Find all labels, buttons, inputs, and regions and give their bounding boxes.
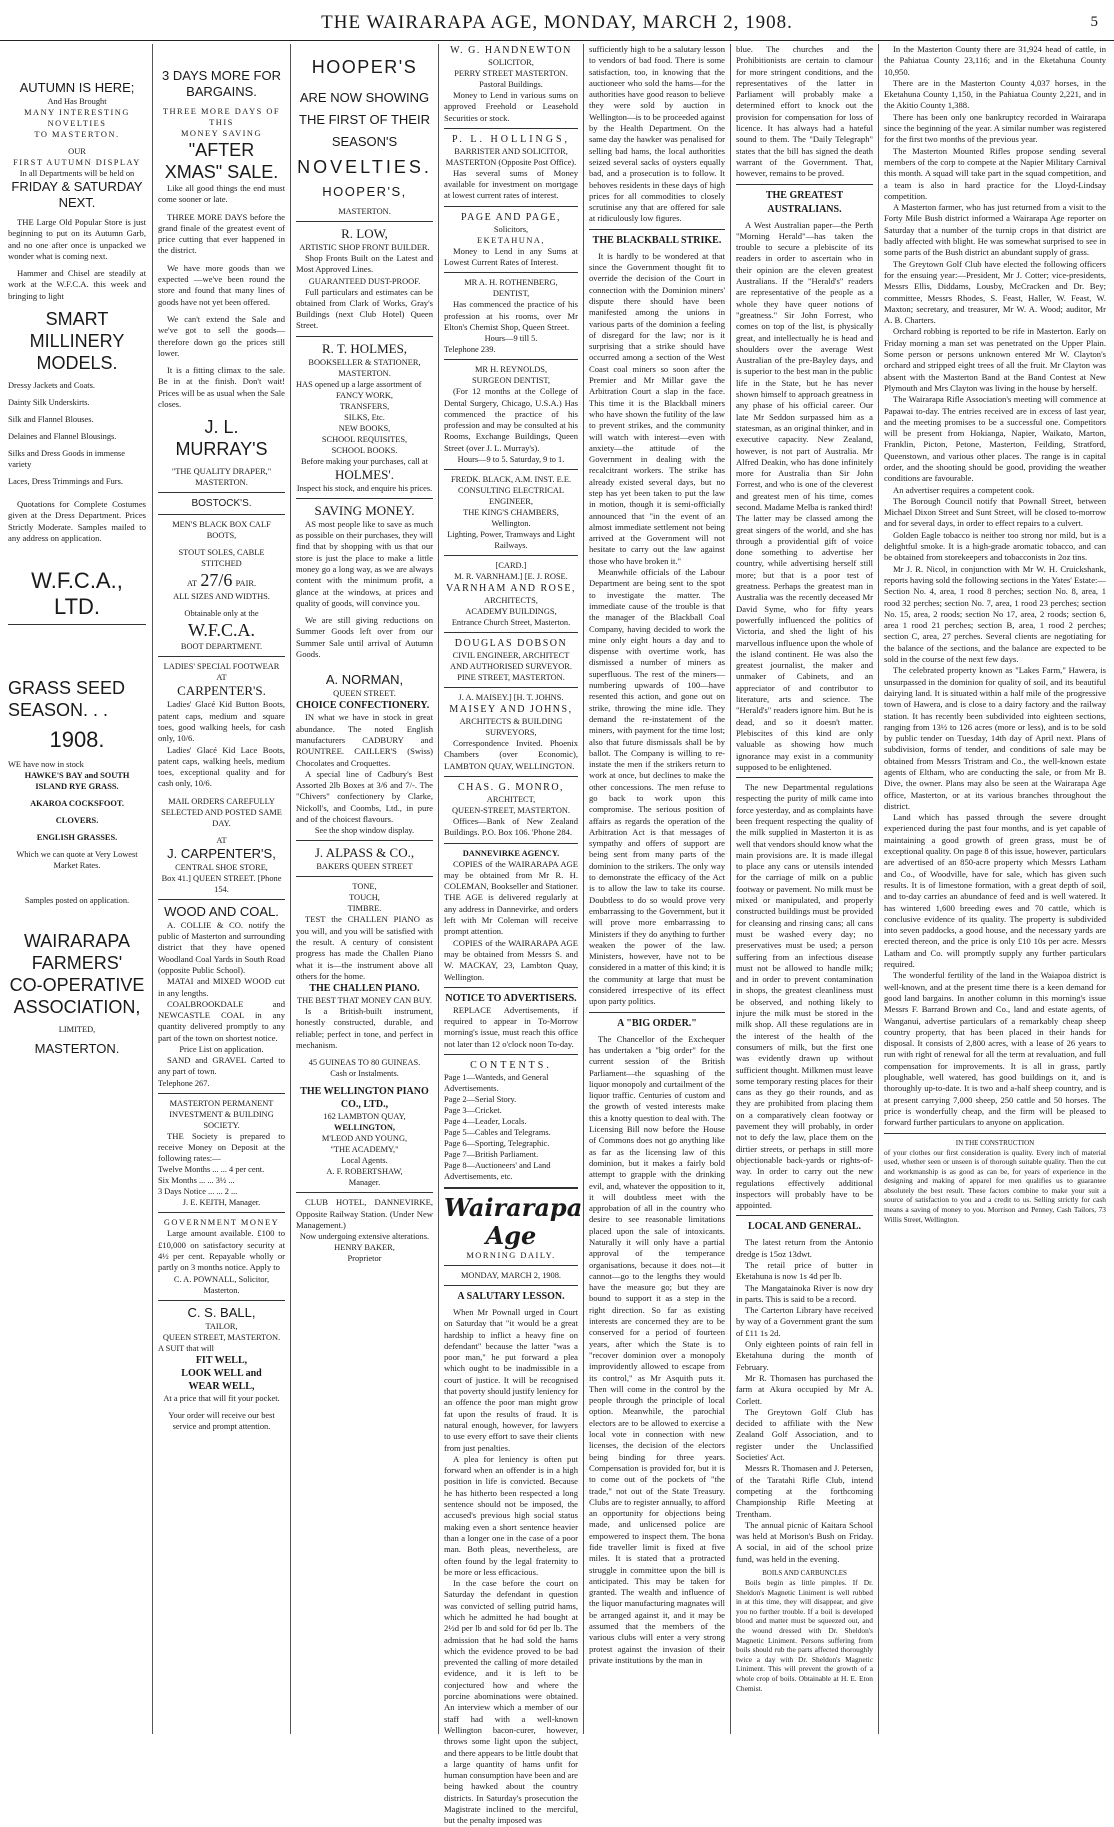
ad-text: Local Agents. (341, 1156, 388, 1166)
ad-text: HAS opened up a large assortment of (296, 379, 422, 389)
ad-heading: NOVELTIES. (297, 157, 432, 177)
news-item: Golden Eagle tobacco is neither too strong nor mild, but is a delightful smoke. It is a high-grade aromatic tobacco, and can be obtained from storekeepers and tobacconists in 2oz tins. (884, 529, 1106, 563)
ad-text: WEAR WELL, (188, 1380, 255, 1392)
ad-paragraph: MATAI and MIXED WOOD cut in any lengths. (158, 976, 285, 998)
news-item: Mr R. Thomasen has purchased the farm at Akura occupied by Mr A. Corlett. (736, 1372, 873, 1406)
ad-paragraph: Hammer and Chisel are steadily at work at the W.F.C.A. this week and bringing to light (8, 268, 146, 301)
ad-text: STOUT SOLES, CABLE STITCHED (178, 548, 265, 569)
section-heading: NOTICE TO ADVERTISERS. (445, 992, 577, 1004)
ad-text: FIRST AUTUMN DISPLAY (13, 158, 141, 167)
ad-heading: NEXT. (58, 195, 96, 210)
ad-heading: MODELS. (36, 353, 118, 374)
ad-text: TAILOR, (205, 1321, 238, 1331)
column-4-professional-cards (444, 44, 583, 1826)
ad-heading: CARPENTER'S. (177, 683, 266, 699)
article-paragraph: It is hardly to be wondered at that since the Government thought fit to override the decision of the Court in connection with the Dominion miners' dispute there should have been manifested among the unions in various parts of the dominion a feeling of disregard for the law; nor is it surprising that a strike should have occurred among a section of the West Coast coal miners so soon after the Premier and Mr Millar gave the Arbitration Court a slap in the face. This time it is the Blackball miners who have shown the futility of the law to prevent strikes, and the community will watch with interest—even with anxiety—the attitude of the Government in dealing with the recalcitrant workers. The strike has already existed several days, but no step has yet been taken to put the law in motion, though it is semi-officially announced that "in the event of an almost immediate settlement not being arrived at the Government will not hesitate to carry out the law against those who have broken it." (589, 250, 725, 566)
ad-text: Telephone 267. (158, 1078, 210, 1088)
ad-heading: BARGAINS. (186, 84, 257, 99)
ad-heading: THE WELLINGTON PIANO CO., LTD., (300, 1086, 429, 1111)
ad-heading: THE FIRST OF THEIR (299, 112, 430, 127)
ad-text: ARCHITECTS, (484, 596, 538, 606)
ad-text: TIMBRE. (347, 904, 382, 914)
news-item: Orchard robbing is reported to be rife in Masterton. Early on Friday morning a man set was penetrated on the Upper Plain. Some person or persons unknown entered Mr W. Clayton's orchard and stripped eight trees of all the fruit. Mr Clayton was absent with the Masterton Band at the Band Contest at New Plymouth and Mrs Clayton was living in the house by herself. (884, 326, 1106, 393)
ad-text: TOUCH, (349, 893, 380, 903)
ad-text: MONEY SAVING (180, 129, 263, 138)
news-item: The Greytown Golf Club has decided to affiliate with the New Zealand Golf Association, and to register under the Unclassified Societies' Act. (736, 1406, 873, 1463)
ad-paragraph: CLUB HOTEL, DANNEVIRKE, Opposite Railway Station. (Under New Management.) (296, 1197, 433, 1230)
ad-heading: FARMERS' (31, 953, 123, 974)
ad-text: TONE, (352, 882, 377, 892)
contents-item: Page 5—Cables and Telegrams. (444, 1127, 551, 1137)
ad-heading: BOSTOCK'S. (191, 498, 252, 510)
ad-heading: A. NORMAN, (325, 672, 404, 688)
ad-text: BARRISTER AND SOLICITOR, (454, 146, 568, 156)
ad-text: J. A. MAISEY.] [H. T. JOHNS. (458, 693, 564, 703)
list-item: Silk and Flannel Blouses. (8, 415, 94, 425)
masthead (0, 0, 1114, 41)
card-heading: MAISEY AND JOHNS, (449, 704, 573, 716)
ad-text: Price List on application. (179, 1044, 264, 1054)
column-rule (438, 44, 439, 1734)
ad-paragraph: Shop Fronts Built on the Latest and Most Approved Lines. (296, 253, 433, 275)
ad-text: MORNING DAILY. (466, 1250, 556, 1260)
ad-heading: 3 DAYS MORE FOR (162, 68, 281, 83)
ad-paragraph: AS most people like to save as much as possible on their purchases, they will find that by shopping with us that our store is just the place to make a little money go a long way, as we are always content with the minimum profit, a glance at the windows, at prices and quality of goods, will convince you. (296, 518, 433, 608)
card-heading: DOUGLAS DOBSON (454, 638, 568, 650)
ad-paragraph: We have more goods than we expected —we've been round the store and found that many lines of goods have not yet been offered. (158, 262, 285, 307)
card-heading: PAGE AND PAGE, (460, 211, 561, 223)
boot-price: 27/6 (200, 570, 233, 591)
article-paragraph: In the case before the court on Saturday the defendant in question was convicted of selling putrid hams, which he admitted he had bought at 2½d per lb and sold for 6d per lb. The admission that he had sold the hams which the evidence proved to be bad prevented the calling of more detailed evidence, and it is left to be conjectured how and where the porcine abominations were obtained. An interview which a member of our staff had with a well-known Wellington bacon-curer, however, throws some light upon the subject, and there appears to be little doubt that a large quantity of hams unfit for human consumption have been and are being hawked about the country districts. In Saturday's prosecution the Magistrate inclined to the merciful, but the penalty imposed was (444, 1578, 578, 1826)
ad-paragraph: Correspondence Invited. Phoenix Chambers (over Economic), LAMBTON QUAY, WELLINGTON. (444, 738, 578, 771)
ad-text: EKETAHUNA, (476, 235, 546, 245)
list-item: TRANSFERS, (339, 401, 390, 411)
article-paragraph: Boils begin as little pimples. If Dr. Sheldon's Magnetic Liniment is well rubbed in at this time, they will disappear, and give you no further trouble. If a boil is developed blood and matter must be squeezed out, and the wound dressed with Dr. Sheldon's Magnetic Liniment. Persons suffering from boils should rub the parts affected thoroughly twice a day with Dr. Sheldon's Magnetic Liniment. This will prevent the growth of a whole crop of boils. Obtainable at H. E. Eton Chemist. (736, 1578, 873, 1693)
news-item: An advertiser requires a competent cook. (893, 484, 1035, 495)
news-item: Mr J. R. Nicol, in conjunction with Mr W. H. Cruickshank, reports having sold the following sections in the Yates' Estate:—Section No. 4, area, 1 rood 8 perches; section No. 8, area, 1 rood 32 perches; section No. 7, area, 1 rood 23 perches; section No. 15, area, 2 roods; section No 17, area, 2 roods; section 6, area 1 rood 21 perches; section B, area, 1 rood 2 perches; section C, area, 27 perches. Several clients are negotiating for the balance of the sections, and the balance are expected to be sold in the course of the next few days. (884, 563, 1106, 665)
rate-row: 3 Days Notice ... ... 2 ... (158, 1187, 238, 1197)
article-paragraph: A West Australian paper—the Perth "Morning Herald"—has taken the trouble to secure a plebiscite of its readers in order to ascertain who in their opinion are the eleven greatest Australians. If the "Herald's" readers are representative of the people as a whole they have queer notions of "greatness." Sir John Forrest, who comes on top of the list, is physically great, and intellectually he is head and shoulders over the average West Australian of the pre-Bayley days, and is superior to the best man in the public life in the State, but he has never shown himself to approach greatness in any phase of his official career. Our late Mr Seddon surpassed him as a statesman, as an original thinker, and in executive capacity. New Zealand, however, is not part of Australia. Mr Alfred Deakin, who has done infinitely more for Australia than Sir John Forrest, and who is one of the cleverest and greatest men of his time, comes second. Madame Melba is ranked third! The latter may be classed among the great singers of the world, and she has through a providential gift of voice done something to advertise her country, while advertising herself still more; but that is a poor test of greatness. Perhaps the greatest man in Australia was the recently deceased Mr David Syme, who for fifty years powerfully influenced the politics of Victoria, and shed the light of his marvellous influence upon the whole of the island continent. He was also the greatest journalist, the maker and unmaker of Cabinets, and an appreciator of and contributor to literature, arts and science. The "Herald's" readers ignore him. But he is dead, and so it doesn't matter. Plebiscites of this kind are only valuable as showing how much ignorance may exist in a community supposed to be enlightened. (736, 219, 873, 772)
news-item: The celebrated property known as "Lakes Farm," Hawera, is unsurpassed in the dominion for quality of soil, and its beautiful dairying land. It is situated within a half mile of the progressive town of Hawera, and is close to a dairy factory and the railway station. It has recently been subdivided into eighteen sections, ranging from 13½ to 126 acres (more or less), and is to be sold by public tender on Tuesday, 14th day of April next. Plans of subdivision, forms of tender, and conditions of sale may be obtained from Messrs Tristram and Co., the well-known estate agents of Eltham, who are conducting the sale, or from Mr B. Dive, the owner. Plans may also be seen at the Wairarapa Age office, Masterton, or at its various branches throughout the district. (884, 665, 1106, 811)
article-paragraph: Meanwhile officials of the Labour Department are being sent to the spot to investigate the matter. The immediate cause of the trouble is that the manager of the Blackball Coal Company, having decided to work the mine only eight hours a day and to dispense with overtime work, has dismissed a number of miners as superfluous. The rest of the miners—numbering upwards of 100—have resented this action, and gone out on strike, throwing the mine idle. They demand the re-instatement of the miners, with payment for the time lost; also that future dismissals shall be by ballot. The Company is willing to re-instate the men if the strikers return to work at once, but declines to make the other concessions. The men refuse to go back to work upon this compromise. The serious position of affairs as regards the operation of the Arbitration Act is that messages of sympathy and offers of support are being sent from many parts of the dominion to the strikers. The only way to demonstrate the efficacy of the Act is to allow the law to take its course. Doubtless to do so would prove very embarrassing to the Government, but it will prove more embarrassing to Ministers if they do anything to further weaken the power of the law. Ministers, however, have not to be considered in a matter of this kind; it is the community at large that must be considered irrespective of its effect upon party politics. (589, 567, 725, 1007)
ad-text: THE BEST THAT MONEY CAN BUY. (297, 996, 432, 1006)
ad-paragraph: Like all good things the end must come sooner or late. (158, 183, 285, 205)
ad-heading: HOOPER'S, (322, 184, 407, 199)
ad-text: THE KING'S CHAMBERS, (463, 508, 559, 518)
contents-item: Page 3—Cricket. (444, 1105, 502, 1115)
news-item: The Borough Council notify that Pownall Street, between Michael Dixon Street and Sunt Street, will be closed to-morrow and for several days, in order to effect repairs to a culvert. (884, 495, 1106, 529)
column-rule (730, 44, 731, 1734)
ad-text: PINE STREET, MASTERTON. (457, 673, 565, 683)
contents-item: Page 2—Serial Story. (444, 1094, 517, 1104)
ad-paragraph: (For 12 months at the College of Dental Surgery, Chicago, U.S.A.) Has commenced the practice of his profession and may be consulted at his Rooms, Exchange Buildings, Queen Street (over J. L. Murray's). (444, 386, 578, 453)
masthead-title: THE WAIRARAPA AGE, MONDAY, MARCH 2, 1908. (321, 12, 793, 33)
ad-text: A. F. ROBERTSHAW, (326, 1167, 403, 1177)
ad-paragraph: We are still giving reductions on Summer Goods left over from our Summer Sale until arrival of Autumn Goods. (296, 615, 433, 660)
ad-text: In all Departments will be held on (19, 169, 135, 178)
ad-text: Hours—9 till 5. (484, 334, 538, 344)
ad-text: MASTERTON. (195, 478, 248, 488)
contents-item: Page 8—Auctioneers' and Land Advertisements, etc. (444, 1160, 551, 1181)
ad-text: 45 GUINEAS TO 80 GUINEAS. (308, 1058, 421, 1068)
article-paragraph: A plea for leniency is often put forward when an offender is in a high position in life is convicted. Because he has hitherto been respected a long sentence should not be imposed, the accused's previous high social status making even a short sentence heavier than a longer one in the case of a poor man. Both pleas, nevertheless, are often found by the legal fraternity to be more or less efficacious. (444, 1453, 578, 1577)
ad-text: QUEEN STREET, MASTERTON. (162, 1332, 281, 1342)
news-item: The Carterton Library have received by way of a Government grant the sum of £11 1s 2d. (736, 1305, 873, 1338)
ad-text: See the shop window display. (314, 826, 415, 836)
list-item: SCHOOL REQUISITES, (321, 434, 408, 444)
ad-paragraph: TEST the CHALLEN PIANO as you will, and you will be satisfied with the result. A century of consistent progress has made the Challen Piano what it is—the instrument above all others for the home. (296, 914, 433, 981)
ad-text: "THE ACADEMY," (330, 1145, 399, 1155)
list-item: Dainty Silk Underskirts. (8, 398, 90, 408)
article-heading: A SALUTARY LESSON. (457, 1290, 565, 1302)
article-paragraph: of your clothes our first consideration is quality. Every inch of material used, whether seen or unseen is of thorough suitable quality. Then the cut and workmanship is as good as can be, for years of experience in the designing and making of apparel for men qualifies us to guarantee absolutely the best result. These factors combine to make your suit a source of satisfaction to you and a credit to us. Selling strictly for cash means a saving of money to you. Morrison and Penney, Cash Tailors, 73 Willis Street, Wellington. (884, 1147, 1106, 1224)
ad-paragraph: Offices—Bank of New Zealand Buildings. P.O. Box 106. 'Phone 284. (444, 815, 578, 838)
ad-text: TO MASTERTON. (34, 130, 120, 139)
contents-item: Page 4—Leader, Locals. (444, 1116, 527, 1126)
ad-text: MASTERTON. (338, 207, 391, 216)
ad-text: MEN'S BLACK BOX CALF BOOTS, (172, 520, 271, 541)
ad-text: M. R. VARNHAM.] [E. J. ROSE. (454, 572, 568, 582)
news-item: Only eighteen points of rain fell in Eketahuna during the month of February. (736, 1339, 873, 1372)
ad-heading: MASTERTON. (34, 1041, 120, 1057)
ad-paragraph: Ladies' Glacé Kid Lace Boots, patent caps, walking heels, medium toes, exceptional quality and for cash only, 10/6. (158, 744, 285, 789)
ad-paragraph: Money to Lend in any Sums at Lowest Current Rates of Interest. (444, 245, 578, 268)
ad-text: ARTISTIC SHOP FRONT BUILDER. (299, 243, 430, 252)
ad-text: CENTRAL SHOE STORE, (175, 862, 268, 872)
list-item: Silks and Dress Goods in immense variety (8, 449, 126, 470)
ad-text: J. E. KEITH, Manager. (182, 1198, 261, 1208)
list-item: SILKS, Etc. (344, 412, 385, 422)
ad-text: MAIL ORDERS CAREFULLY SELECTED AND POSTED SAME DAY. (161, 796, 282, 828)
ad-text: OUR (68, 147, 86, 156)
ad-text: At a price that will fit your pocket. (163, 1393, 280, 1403)
list-item: Delaines and Flannel Blousings. (8, 432, 117, 442)
article-paragraph: The Chancellor of the Exchequer has undertaken a "big order" for the current session of the British Parliament—the squashing of the liquor monopoly and curtailment of the liquor traffic. Centuries of custom and the growth of vested interests make this a knotty question to deal with. The Licensing Bill now before the House of Commons does not go anything like as far as the licensing law of this dominion, but it makes a fairly bold attempt to grapple with the drinking evil, and, whatever the opposition to it, it will doubtless meet with the approbation of all in the country who desire to see reasonable limitations placed upon the sale of intoxicants. Naturally it will only have a partial approval of the temperance organisations, because it does not—it cannot—go to the lengths they would have the measure go; but they are bound to support it as a step in the right direction. So far as existing interests are concerned they are to be conserved for a period of fourteen years, after which the State is to "recover dominion over a monopoly improvidently allowed to escape from its control," as Mr Asquith puts it. Then will come in the control by the people through the principle of local option. Meanwhile, the parochial electors are to be allowed to exercise a local vote in connection with new licenses, the decision of the electors being binding for three years. Compensation is provided for, but it is to come out of the pockets of "the trade," not out of the State Treasury. Clubs are to register annually, to afford an opportunity for objections being made, and unlicensed police are empowered to inspect them. The bona fide traveller limit is fixed at five miles. It is stated that a protracted struggle in committee upon the bill is anticipated. This may be taken for granted. The wealth and influence of the liquor manufacturing magnates will be arranged against it, and it may be assumed that the members of the various clubs will enter a very strong protest against the invasion of their private institutions by the man in (589, 1033, 725, 1665)
ad-text: Which we can quote at Very Lowest Market Rates. (16, 850, 138, 871)
ad-heading: W.F.C.A. (188, 620, 255, 641)
rate-row: Six Months ... ... 3½ ... (158, 1176, 235, 1186)
article-paragraph: blue. The churches and the Prohibitionists are certain to clamour for more stringent conditions, and the representatives of the latter in Parliament will probably make a determined effort to knock out the provision for compensation for loss of licence. It has always had a hateful sound to them. The "Daily Telegraph" states that the bill has signed the death warrant of the Government. That, however, remains to be proved. (736, 44, 873, 179)
ad-text: Solicitors, (493, 224, 529, 234)
article-paragraph: When Mr Pownall urged in Court on Saturday that "it would be a great hardship to inflict a heavy fine on defendant" because the latter "was a poor man," he put forward a plea which ought to be inadmissible in a court of justice. It will be recognised that poverty should justify leniency for an offence the poor man might grow fat upon the results of fraud. It is natural enough, however, for lawyers to use every effort to save their clients from just penalties. (444, 1306, 578, 1453)
ad-text: BAKERS QUEEN STREET (316, 862, 413, 872)
news-item: The annual picnic of Kaitara School was held at Morison's Bush on Friday. A social, in aid of the school prize fund, was held in the evening. (736, 1519, 873, 1564)
ad-heading: ARE NOW SHOWING (299, 90, 430, 105)
ad-text: Box 41.] QUEEN STREET. [Phone 154. (161, 873, 282, 894)
news-item: The Greytown Golf Club have elected the following officers for the ensuing year:—President, Mr J. Cotter; vice-presidents, Messrs Ellis, Diddams, Lousby, McCracken and Dr. Bey; committee, Messrs Rhodes, S. Feast, Haller, W. Feast, W. Maxton; secretary, and treasurer, Mr W. A. Wood; auditor, Mr A. B. Charters. (884, 258, 1106, 326)
ad-text: Telephone 239. (444, 345, 496, 355)
news-item: A Masterton farmer, who has just returned from a visit to the Forty Mile Bush district informed a Wairarapa Age reporter on Saturday that a number of the turnip crops in that district are badly affected with blight. He was somewhat surprised to see in some parts of the Bush district an abundant supply of grass. (884, 202, 1106, 258)
ad-paragraph: A. COLLIE & CO. notify the public of Masterton and surrounding district that they have opened Woodland Coal Yards in South Road (opposite Public School). (158, 919, 285, 975)
ad-paragraph: THE Large Old Popular Store is just beginning to put on its Autumn Garb, and no one after once is unpacked we wonder what is coming next. (8, 217, 146, 261)
ad-text: BOOT DEPARTMENT. (180, 642, 263, 652)
ad-text: GOVERNMENT MONEY (163, 1218, 280, 1228)
article-heading: A "BIG ORDER." (617, 1017, 697, 1029)
ad-paragraph: Ladies' Glacé Kid Button Boots, patent caps, medium and square toes, good walking heels, for cash only, 10/6. (158, 699, 285, 744)
article-paragraph: The new Departmental regulations respecting the purity of milk came into force yesterday, and as complaints have been frequent respecting the quality of the milk supplied in Masterton it is as well that vendors should know what the main provisions are. It is made illegal to place any cans or utensils intended for the carriage of milk on a public footway or pavement. No milk must be mixed or manipulated, and properly constructed buildings must be provided for cleansing and rinsing cans; all cans must be washed every day; no preservatives must be used; a person suffering from an infectious disease must not be allowed to handle milk; and in order to prevent contamination in shops, the greatest cleanliness must be observed, and nothing likely to injure the milk must be stored in the milk shop. All these regulations are in the interest of the health of the consumers of milk, but the first one was evidently drawn up without sufficient thought. Milkmen must leave some temporary resting places for their cans as they go their rounds, and as they are prohibited from placing them on a comparatively clean footway or pavement they will probably, in order not to defy the law, place them on the dirtier streets, or perhaps in still more objectionable back-yards or rights-of-way. In order to carry out the new regulations effectively additional inspectors will probably have to be appointed. (736, 782, 874, 1211)
ad-text: Obtainable only at the (184, 609, 259, 619)
news-item: The wonderful fertility of the land in the Waiapoa district is well-known, and at the present time there is a keen demand for good land bargains. In another column in this morning's issue Messrs F. Barrand Brown and Co., land and estate agents, of Wanganui, advertise particulars of a remarkably cheap sheep country property, that has been placed in their hands for disposal. It consists of 2,800 acres, with a lease of 26 years to run with right of renewal for all the term at revaluation, and full compensation for improvements. It is all in grass, partly ploughable, well watered, has good buildings on it, and is thoroughly up-to-date. It is two and a-half sheep country, and is at present carrying 7,000 sheep, 250 cattle and 50 horses. The price is wonderfully cheap, and the firm will be pleased to forward further particulars to anyone on application. (884, 970, 1106, 1128)
notice-heading: BOILS AND CARBUNCLES (762, 1569, 847, 1577)
issue-date: MONDAY, MARCH 2, 1908. (460, 1270, 562, 1280)
ad-text: ACADEMY BUILDINGS, (465, 607, 557, 617)
ad-text: Inspect his stock, and enquire his prices. (296, 483, 433, 493)
news-item: Messrs R. Thomasen and J. Petersen, of the Taratahi Rifle Club, intend competing at the forthcoming Championship Rifle Meeting at Trentham. (736, 1463, 873, 1519)
ad-paragraph: Quotations for Complete Costumes given at the Dress Department. Prices Strictly Moderate. Samples mailed to any address on application. (8, 499, 146, 543)
contents-item: Page 6—Sporting, Telegraphic. (444, 1138, 550, 1148)
ad-heading: CO-OPERATIVE (9, 975, 145, 996)
news-item: The Mangatainoka River is now dry in parts. This is said to be a record. (736, 1282, 873, 1304)
ad-heading: J. L. MURRAY'S (175, 417, 268, 460)
ad-text: Your order will receive our best service and prompt attention. (168, 1410, 275, 1431)
ad-text: HENRY BAKER, (334, 1243, 395, 1253)
ad-text: Samples posted on application. (24, 896, 130, 906)
ad-heading: HOLMES'. (334, 466, 395, 482)
ad-heading: "AFTER XMAS" SALE. (164, 140, 279, 182)
ad-paragraph: REPLACE Advertisements, if required to appear in To-Morrow morning's issue, must reach this office not later than 12 o'clock noon To-day. (444, 1004, 578, 1049)
ad-text: SOLICITOR, (488, 58, 534, 67)
ad-heading: SMART MILLINERY (29, 309, 125, 352)
ad-text: Hours—9 to 5. Saturday, 9 to 1. (457, 455, 565, 465)
ad-text: ARCHITECTS & BUILDING SURVEYORS, (459, 717, 563, 738)
ad-paragraph: COPIES of the WAIRARAPA AGE may be obtained from Messrs S. and W. MACKAY, 23, Lambton Quay, Wellington. (444, 937, 578, 982)
column-5-editorial (589, 44, 725, 1734)
card-heading: MR A. H. ROTHENBERG, (464, 278, 558, 288)
ad-paragraph: We can't extend the Sale and we've got to sell the goods—therefore down go the prices still lower. (158, 313, 285, 358)
ad-text: Pastoral Buildings. (479, 80, 543, 89)
column-rule (583, 44, 584, 1734)
article-paragraph: sufficiently high to be a salutary lesson to vendors of bad food. There is some satisfaction, too, in knowing that the auctioneer who sold the hams—for the authorities have good reason to believe they were sold by auction in Wellington—is to be proceeded against by the Health Department. On the same day the hawker was penalised for selling bad hams, the local authorities seized several sacks of oysters equally bad, and a prosecution is to follow. It behoves residents in these days of high prices for all commodities to closely scrutinise any that are offered for sale at ridiculously low figures. (589, 44, 725, 224)
ad-paragraph: Has several sums of Money available for investment on mortgage at lowest current rates of interest. (444, 167, 578, 201)
article-heading: THE GREATEST AUSTRALIANS. (765, 189, 844, 215)
ad-heading: W.F.C.A., LTD. (31, 568, 123, 620)
ad-text: MASTERTON. (338, 368, 391, 378)
column-1-farmers-ads (8, 44, 146, 1734)
ad-paragraph: Money to Lend in various sums on approved Freehold or Leasehold Securities or stock. (444, 90, 578, 123)
page-number: 5 (1090, 14, 1098, 30)
notice-heading: IN THE CONSTRUCTION (955, 1138, 1035, 1147)
ad-text: MANY INTERESTING NOVELTIES (24, 108, 130, 128)
ad-paragraph: SAND and GRAVEL Carted to any part of town. (158, 1054, 285, 1077)
ad-text: QUEEN-STREET, MASTERTON. (451, 805, 571, 815)
ad-text: MASTERTON (Opposite Post Office). (445, 157, 577, 167)
ad-text: GUARANTEED DUST-PROOF. (308, 276, 421, 286)
ad-heading: C. S. BALL, (187, 1304, 256, 1320)
ad-heading: J. CARPENTER'S, (167, 845, 276, 861)
ad-heading: HOOPER'S (311, 57, 418, 77)
list-item: SCHOOL BOOKS. (331, 445, 398, 455)
ad-text: Lighting, Power, Tramways and Light Railways. (447, 530, 575, 551)
ad-heading: 1908. (49, 727, 105, 753)
list-item: NEW BOOKS, (338, 423, 391, 433)
ad-text: FIT WELL, (195, 1354, 248, 1366)
ad-paragraph: THREE MORE DAYS before the grand finale of the greatest event of price cutting that ever happened in the district. (158, 211, 285, 256)
column-rule (152, 44, 153, 1734)
ad-text: Entrance Church Street, Masterton. (451, 618, 571, 628)
news-item: There are in the Masterton County 4,037 horses, in the Eketahuna County 1,150, in the Pahiatua County 2,221, and in the Akitio County 1,388. (884, 77, 1106, 111)
ad-paragraph: COALBROOKDALE and NEWCASTLE COAL in any quantity delivered promptly to any part of the town on shortest notice. (158, 998, 285, 1043)
column-3-trade-ads (296, 44, 433, 1734)
ad-heading: AUTUMN IS HERE; (19, 80, 135, 95)
ad-paragraph: Large amount available. £100 to £10,000 on satisfactory security at 4½ per cent. Repayable wholly or partly on 3 months notice. Apply to (158, 1228, 285, 1273)
ad-paragraph: COPIES of the WAIRARAPA AGE may be obtained from Mr R. H. COLEMAN, Bookseller and Stationer. THE AGE is delivered regularly at any address in Dannevirke, and orders left with Mr Coleman will receive prompt attention. (444, 858, 578, 937)
ad-text: BOOKSELLER & STATIONER, (308, 357, 421, 367)
ad-text: PERRY STREET MASTERTON. (454, 69, 568, 78)
ad-text: SURGEON DENTIST, (471, 376, 550, 386)
ad-text: HAWKE'S BAY and SOUTH ISLAND RYE GRASS. (24, 771, 130, 792)
ad-text: [CARD.] (495, 561, 527, 571)
ad-paragraph: It is a fitting climax to the sale. Be in at the finish. Don't wait! Prices will be as usual when the Sale closes. (158, 365, 285, 410)
column-2-drapery-ads (158, 44, 285, 1734)
contents-item: Page 7—British Parliament. (444, 1149, 539, 1159)
ad-heading: CHOICE CONFECTIONERY. (296, 700, 430, 712)
ad-heading: R. T. HOLMES, (321, 340, 408, 356)
ad-text: Wellington. (491, 519, 531, 529)
ad-heading: SEASON'S (331, 134, 398, 149)
ad-text: AT (216, 835, 227, 845)
ad-text: 162 LAMBTON QUAY, (323, 1112, 406, 1122)
card-heading: W. G. HANDNEWTON (450, 45, 572, 56)
card-heading: VARNHAM AND ROSE, (445, 583, 577, 595)
ad-text: M'LEOD AND YOUNG, (321, 1134, 408, 1144)
ad-text: LOOK WELL and (181, 1367, 262, 1379)
ad-text: LIMITED, (58, 1025, 96, 1035)
news-item: In the Masterton County there are 31,924 head of cattle, in the Pahiatua County 23,116; and in the Eketahuna County 10,950. (884, 44, 1106, 77)
ad-text: ENGLISH GRASSES. (36, 833, 118, 843)
ad-text: Before making your purchases, call at (301, 456, 428, 466)
list-item: Laces, Dress Trimmings and Furs. (8, 477, 123, 487)
ad-heading: R. LOW, (341, 226, 388, 241)
news-item: The Wairarapa Rifle Association's meeting will commence at Papawai to-day. The entries received are in excess of last year, and the meeting promises to be a successful one. Competitors will be present from Hokianga, Napier, Waikato, Marton, Franklin, Picton, Petone, Masterton, Feilding, Stratford, Queenstown, and various other places. The range is in capital order, and the shooting should be good, providing the weather conditions are favourable. (884, 394, 1106, 484)
ad-heading: SAVING MONEY. (314, 502, 415, 518)
news-item: The retail price of butter in Eketahuna is now 1s 4d per lb. (736, 1259, 873, 1282)
ad-heading: J. ALPASS & CO., (314, 845, 415, 861)
column-rule (290, 44, 291, 1734)
ad-text: And Has Brought (47, 97, 107, 106)
ad-paragraph: A special line of Cadbury's Best Assorted 2lb Boxes at 3/6 and 7/-. The "Chivers" confectionery by Clarke, Nickoll's, and Coombs, Ltd., in pure and of the choicest flavours. (296, 768, 433, 825)
ad-text: Proprietor (347, 1254, 382, 1264)
ad-text: DENTIST, (492, 289, 530, 299)
ad-text: AT (186, 579, 198, 589)
ad-text: MASTERTON PERMANENT INVESTMENT & BUILDING SOCIETY. (169, 1098, 274, 1130)
ad-text: AKAROA COCKSFOOT. (30, 799, 124, 809)
newspaper-nameplate: Wairarapa Age (444, 1192, 583, 1250)
ad-heading: FRIDAY & SATURDAY (11, 179, 143, 194)
ad-text: "THE QUALITY DRAPER," (171, 467, 272, 477)
ad-heading: THE CHALLEN PIANO. (309, 983, 420, 995)
section-heading: CONTENTS. (470, 1059, 552, 1071)
ad-paragraph: THE Society is prepared to receive Money on Deposit at the following rates:— (158, 1130, 285, 1164)
ad-text: CIVIL ENGINEER, ARCHITECT AND AUTHORISED SURVEYOR. (450, 651, 572, 672)
ad-text: WELLINGTON, (333, 1123, 396, 1133)
ad-heading: WAIRARAPA (23, 931, 130, 952)
ad-text: WE have now in stock (8, 760, 84, 770)
news-item: The Masterton Mounted Rifles propose sending several members of the corp to compete at the Napier Military Carnival this month. A squad will take part in the squad competition, and a team is also in hard practice for the Lloyd-Lindsay competition. (884, 145, 1106, 201)
ad-text: LADIES' SPECIAL FOOTWEAR AT (163, 662, 280, 683)
ad-text: Now undergoing extensive alterations. (299, 1232, 430, 1242)
article-heading: THE BLACKBALL STRIKE. (592, 234, 722, 246)
card-heading: CHAS. G. MONRO, (457, 781, 565, 793)
ad-heading: GRASS SEED (8, 678, 126, 699)
column-rule (878, 44, 879, 1734)
card-heading: MR H. REYNOLDS, (474, 365, 548, 375)
list-item: Dressy Jackets and Coats. (8, 381, 95, 391)
card-heading: P. L. HOLLINGS, (451, 133, 571, 145)
ad-paragraph: IN what we have in stock in great abundance. The noted English manufacturers CADBURY and ROUNTREE. CAILLER'S (Swiss) Chocolates and Croquettes. (296, 712, 433, 768)
ad-text: ARCHITECT, (486, 794, 536, 804)
ad-text: CONSULTING ELECTRICAL ENGINEER, (457, 486, 564, 507)
ad-paragraph: Full particulars and estimates can be obtained from Clark of Works, Gray's Buildings (next Club Hotel) Queen Street. (296, 286, 433, 331)
ad-text: THREE MORE DAYS OF THIS (162, 107, 281, 127)
ad-text: Cash or Instalments. (330, 1069, 399, 1079)
column-7-local-news (884, 44, 1106, 1734)
article-heading: LOCAL AND GENERAL. (747, 1221, 862, 1233)
contents-item: Page 1—Wanteds, and General Advertisements. (444, 1072, 549, 1093)
section-heading: DANNEVIRKE AGENCY. (462, 848, 560, 858)
ad-heading: WOOD AND COAL. (164, 903, 279, 919)
ad-text: QUEEN STREET. (333, 689, 396, 699)
list-item: FANCY WORK, (335, 390, 394, 400)
news-item: The latest return from the Antonio dredge is 15oz 13dwt. (736, 1237, 873, 1259)
news-item: There has been only one bankruptcy recorded in Wairarapa since the beginning of the year. A similar number was registered for the first two months of the previous year. (884, 111, 1106, 145)
ad-paragraph: Has commenced the practice of his profession at his rooms, over Mr Elton's Chemist Shop, Queen Street. (444, 299, 578, 332)
column-6-editorial (736, 44, 873, 1734)
ad-heading: SEASON. . . (8, 700, 109, 721)
rate-row: Twelve Months ... ... 4 per cent. (158, 1165, 265, 1175)
card-heading: FREDK. BLACK, A.M. INST. E.E. (450, 475, 572, 485)
ad-text: A SUIT that will (158, 1343, 214, 1353)
news-item: Land which has passed through the severe drought experienced during the past four months, and is yet capable of maintaining a good growth of green grass, must be of exceptional quality. On page 8 of this issue, however, particulars are advertised of an 850-acre property which Messrs Latham and Co., of Woodville, have for sale, which has given such results. It is of limestone formation, with a great depth of soil, and to-day carries an abundance of feed and is well watered. It has wintered 1,600 breeding ewes and 70 cattle, which is conclusive evidence of its quality. The property is subdivided into seven paddocks, a good house, and the necessary yards are erected thereon, and the price is only £10 10s per acre. Messrs Latham and Co. will promptly supply any further particulars required. (884, 812, 1106, 970)
ad-heading: ASSOCIATION, (13, 997, 141, 1018)
ad-text: ALL SIZES AND WIDTHS. (173, 592, 270, 602)
ad-text: PAIR. (235, 579, 257, 589)
ad-text: Manager. (348, 1178, 381, 1188)
ad-paragraph: Is a British-built instrument, honestly constructed, durable, and reliable; perfect in tone, and perfect in mechanism. (296, 1006, 433, 1050)
ad-text: CLOVERS. (55, 816, 99, 826)
ad-text: C. A. POWNALL, Solicitor, Masterton. (173, 1274, 270, 1295)
